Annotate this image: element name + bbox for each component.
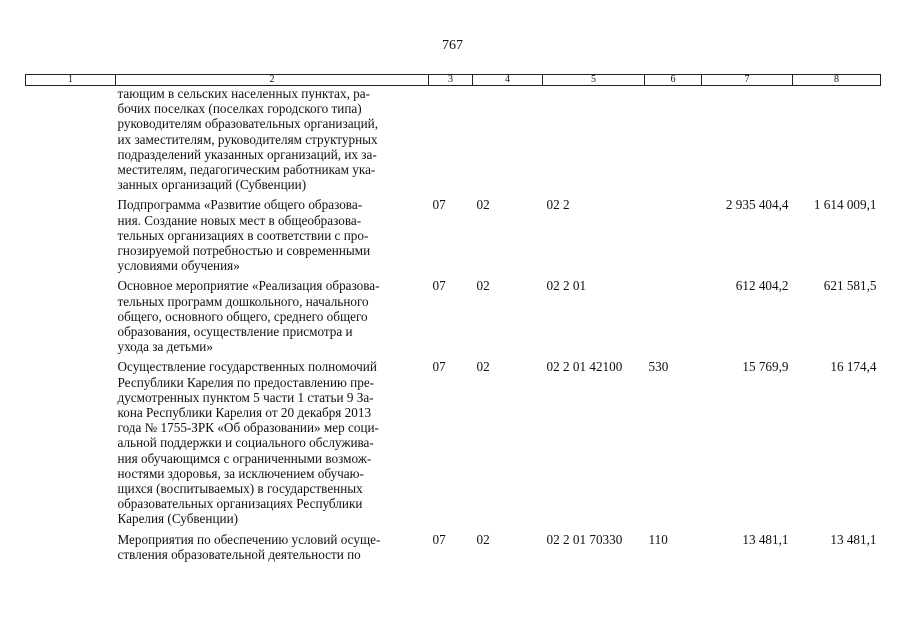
amount-year-2: 13 481,1 <box>830 531 877 547</box>
table-row <box>26 354 881 526</box>
description-line: Карелия (Субвенции) <box>117 511 239 527</box>
description-line: условиями обучения» <box>117 258 240 274</box>
empty-cell <box>26 86 116 193</box>
row-description <box>116 273 429 354</box>
empty-cell <box>26 354 116 526</box>
description-line: Мероприятия по обеспечению условий осуще- <box>117 531 381 547</box>
amount-year-2: 16 174,4 <box>830 359 877 375</box>
description-line: Подпрограмма «Развитие общего образова- <box>117 197 363 213</box>
description-line: тельных программ дошкольного, начального <box>117 293 369 309</box>
description-line: ния обучающимся с ограниченными возмож- <box>117 450 372 466</box>
description-line: общего, основного общего, среднего общего <box>117 308 368 324</box>
amount-year-1: 612 404,2 <box>735 278 789 294</box>
target-article-code: 02 2 01 <box>546 278 587 294</box>
section-code <box>429 86 473 193</box>
expense-type-code <box>645 192 702 273</box>
empty-cell <box>26 192 116 273</box>
column-header: 7 <box>702 75 793 86</box>
description-line: тельных организациях в соответствии с про- <box>117 227 369 243</box>
row-description <box>116 527 429 562</box>
description-line: тающим в сельских населенных пунктах, ра- <box>117 86 371 101</box>
row-description <box>116 192 429 273</box>
description-line: ухода за детьми» <box>117 339 213 355</box>
column-number-header-row <box>26 75 881 86</box>
column-header: 5 <box>543 75 645 86</box>
table-row <box>26 86 881 193</box>
amount-year-2: 1 614 009,1 <box>813 197 877 213</box>
table-row <box>26 527 881 562</box>
description-line: ния. Создание новых мест в общеобразова- <box>117 212 362 228</box>
description-line: ствления образовательной деятельности по <box>117 546 361 562</box>
description-line: Осуществление государственных полномочий <box>117 359 377 375</box>
empty-cell <box>26 273 116 354</box>
row-description <box>116 354 429 526</box>
column-header: 6 <box>645 75 702 86</box>
column-header: 3 <box>429 75 473 86</box>
description-line: альной поддержки и социального обслужива- <box>117 435 374 451</box>
description-line: подразделений указанных организаций, их за- <box>117 146 377 162</box>
expense-type-code: 110 <box>648 531 668 547</box>
target-article-code <box>543 86 645 193</box>
table-row <box>26 273 881 354</box>
description-line: бочих поселках (поселках городского типа) <box>117 101 362 117</box>
budget-table-body <box>26 86 881 563</box>
description-line: Республики Карелия по предоставлению пре- <box>117 374 375 390</box>
description-line: ностями здоровья, за исключением обучаю- <box>117 465 364 481</box>
amount-year-1 <box>702 86 793 193</box>
subsection-code: 02 <box>476 531 490 547</box>
description-line: образования, осуществление присмотра и <box>117 324 353 340</box>
amount-year-1: 2 935 404,4 <box>725 197 789 213</box>
description-line: дусмотренных пунктом 5 части 1 статьи 9 За- <box>117 389 374 405</box>
subsection-code: 02 <box>476 278 490 294</box>
amount-year-1: 13 481,1 <box>742 531 789 547</box>
target-article-code: 02 2 01 42100 <box>546 359 623 375</box>
budget-table <box>25 74 881 562</box>
section-code: 07 <box>432 197 446 213</box>
expense-type-code: 530 <box>648 359 669 375</box>
expense-type-code <box>645 86 702 193</box>
column-header: 8 <box>793 75 881 86</box>
section-code: 07 <box>432 359 446 375</box>
subsection-code <box>473 86 543 193</box>
description-line: Основное мероприятие «Реализация образова- <box>117 278 380 294</box>
table-row <box>26 192 881 273</box>
amount-year-2 <box>793 86 881 193</box>
description-line: щихся (воспитываемых) в государственных <box>117 481 363 497</box>
description-line: занных организаций (Субвенции) <box>117 177 307 193</box>
target-article-code: 02 2 <box>546 197 570 213</box>
page-number: 767 <box>442 38 463 53</box>
empty-cell <box>26 527 116 562</box>
column-header: 2 <box>116 75 429 86</box>
subsection-code: 02 <box>476 197 490 213</box>
column-header: 4 <box>473 75 543 86</box>
amount-year-2: 621 581,5 <box>823 278 877 294</box>
description-line: их заместителям, руководителям структурных <box>117 131 378 147</box>
amount-year-1: 15 769,9 <box>742 359 789 375</box>
subsection-code: 02 <box>476 359 490 375</box>
column-header: 1 <box>26 75 116 86</box>
description-line: образовательных организациях Республики <box>117 496 363 512</box>
description-line: местителям, педагогическим работникам ука- <box>117 162 376 178</box>
section-code: 07 <box>432 531 446 547</box>
target-article-code: 02 2 01 70330 <box>546 531 623 547</box>
description-line: руководителям образовательных организаций, <box>117 116 379 132</box>
row-description <box>116 86 429 193</box>
description-line: гнозируемой потребностью и современными <box>117 243 371 259</box>
description-line: кона Республики Карелия от 20 декабря 2013 <box>117 405 372 421</box>
expense-type-code <box>645 273 702 354</box>
description-line: года № 1755-ЗРК «Об образовании» мер соци- <box>117 420 379 436</box>
section-code: 07 <box>432 278 446 294</box>
